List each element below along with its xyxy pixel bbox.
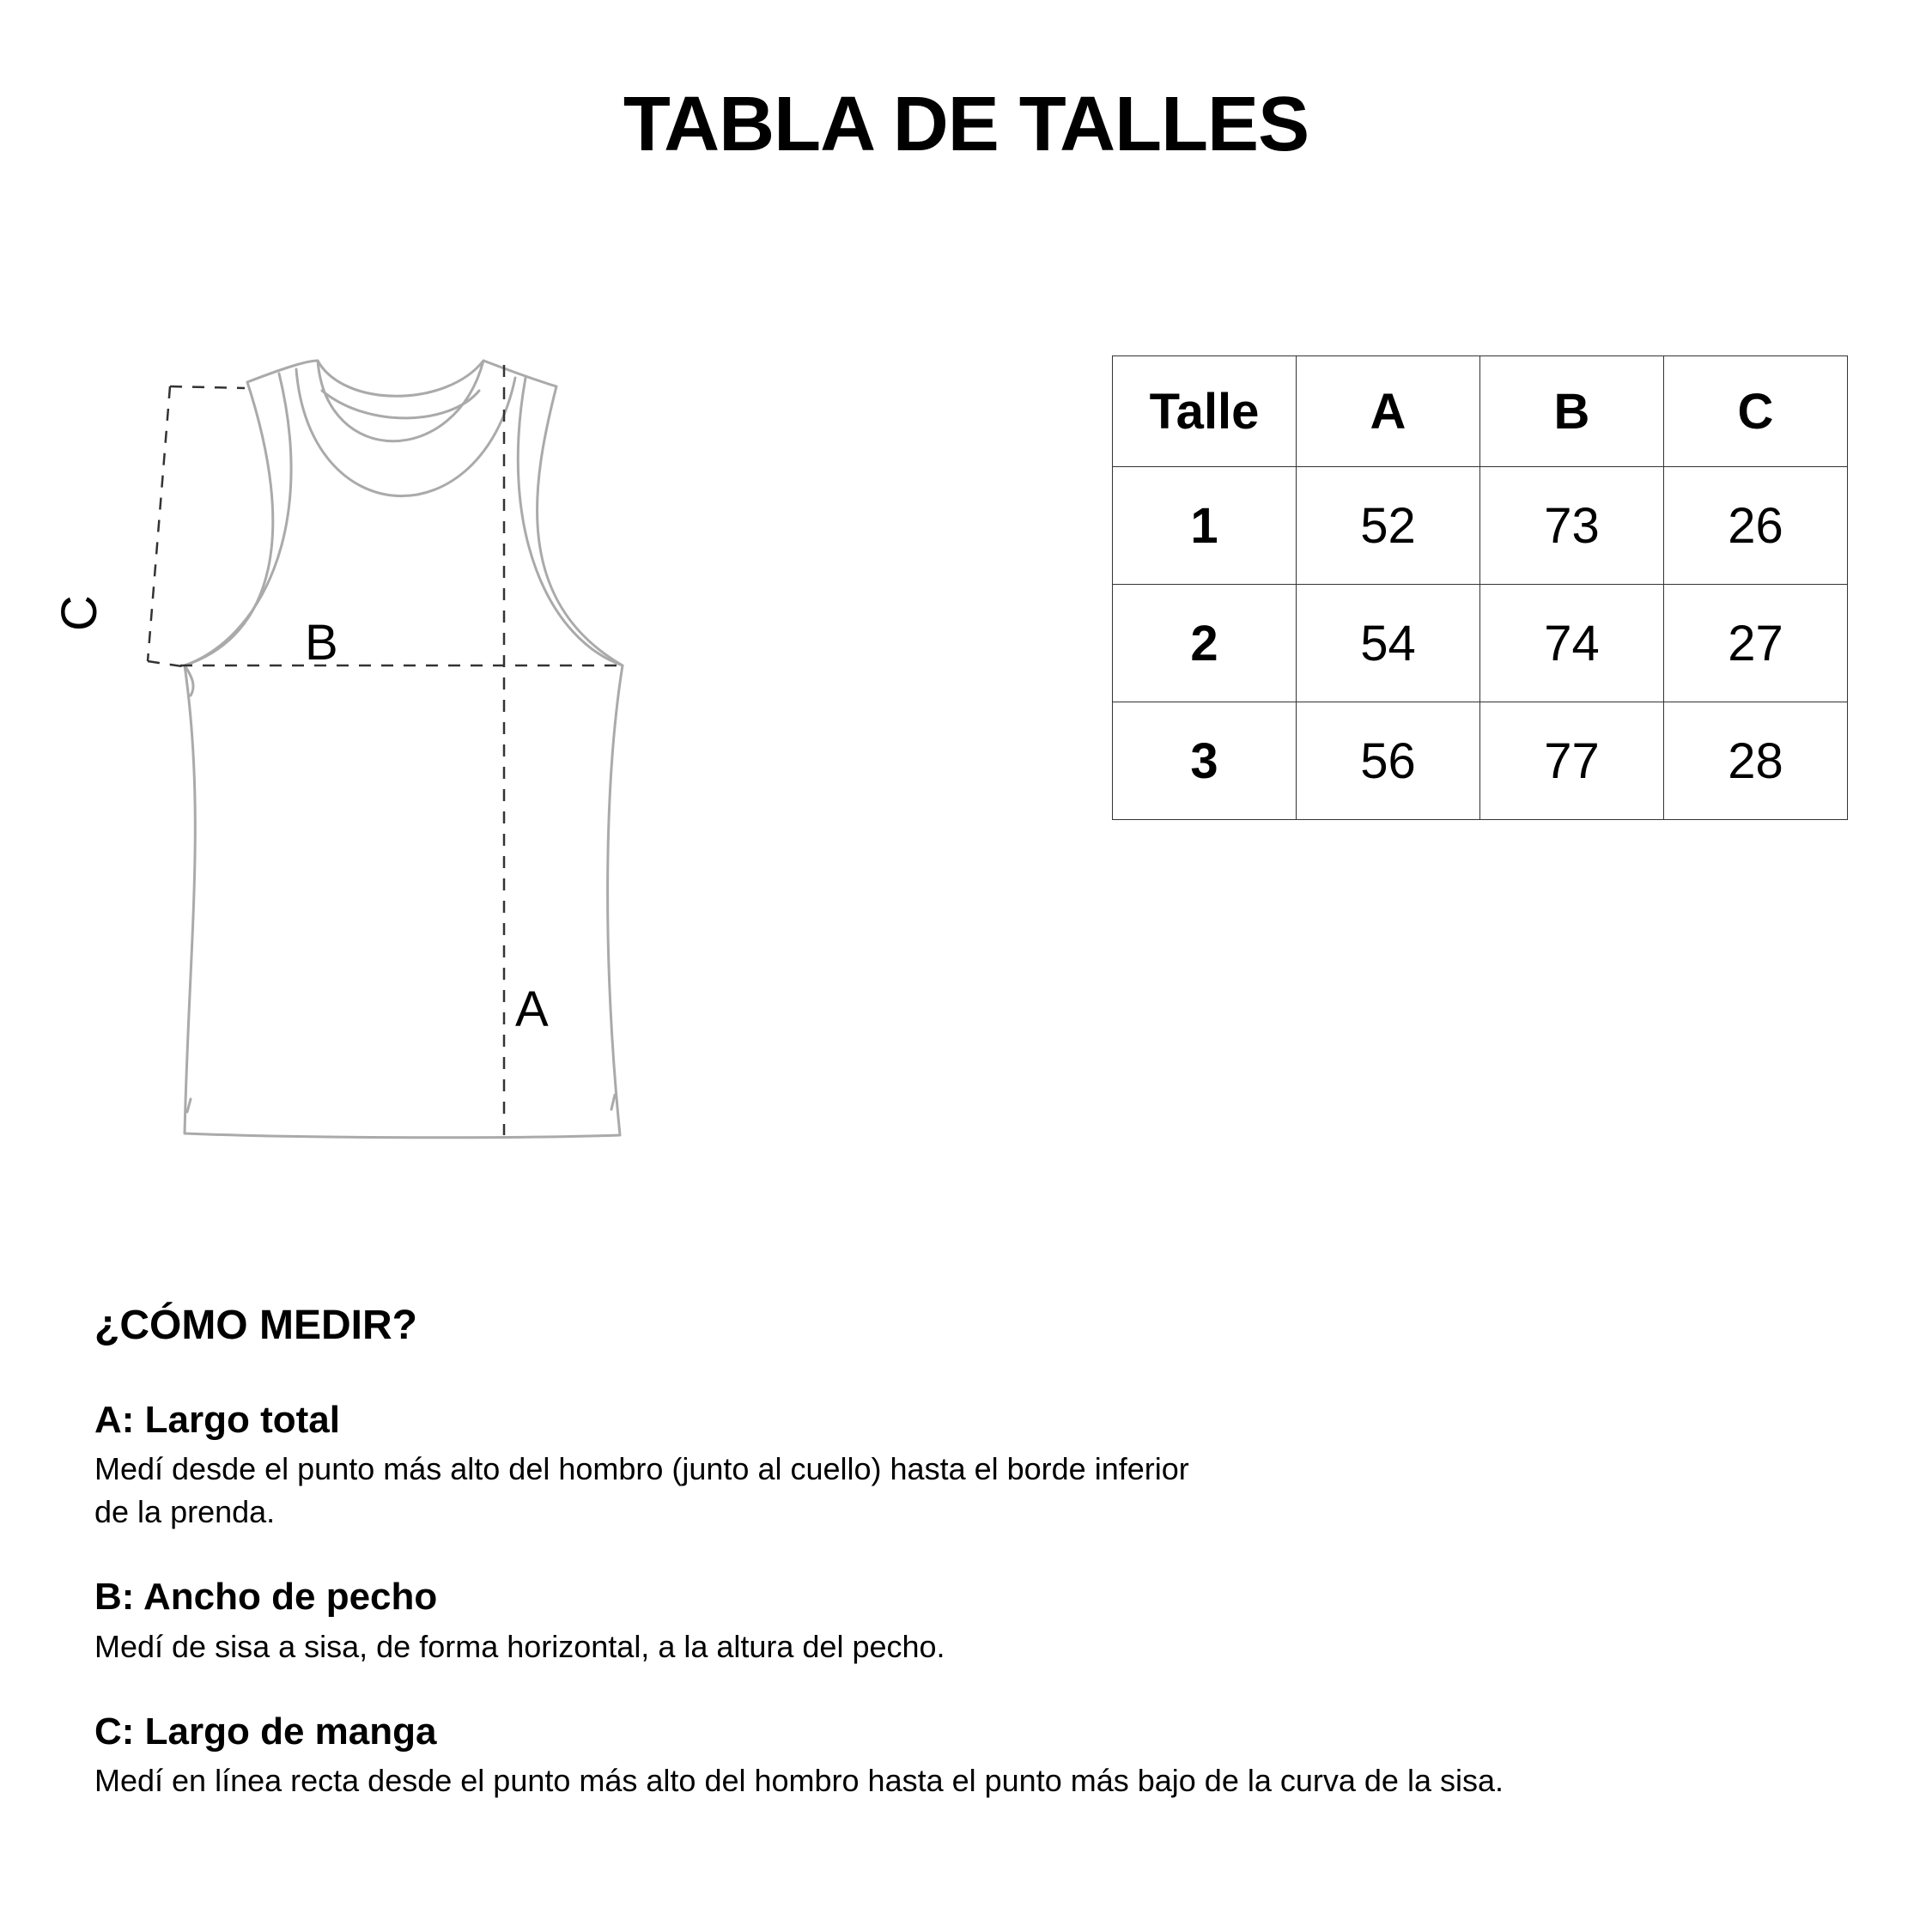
size-table: [1112, 355, 1848, 820]
header-talle: Talle: [1113, 356, 1297, 467]
table-cell: 73: [1480, 467, 1664, 585]
table-cell: 56: [1297, 702, 1480, 820]
measure-item-a: [94, 1400, 1846, 1534]
table-row: [1113, 702, 1848, 820]
table-cell: 77: [1480, 702, 1664, 820]
table-row: [1113, 467, 1848, 585]
table-cell: 54: [1297, 585, 1480, 702]
garment-outline: [185, 361, 623, 1138]
measure-item-b: [94, 1577, 1846, 1668]
size-label: 1: [1113, 467, 1297, 585]
measure-text-a: Medí desde el punto más alto del hombro (junto al cuello) hasta el borde inferior de la prenda.: [94, 1451, 1189, 1530]
diagram-label-b: B: [305, 615, 338, 671]
table-cell: 27: [1664, 585, 1848, 702]
size-label: 3: [1113, 702, 1297, 820]
measure-line-c: [148, 386, 170, 661]
header-b: B: [1480, 356, 1664, 467]
how-to-heading: ¿CÓMO MEDIR?: [94, 1303, 417, 1348]
measure-item-c: [94, 1711, 1846, 1802]
table-cell: 28: [1664, 702, 1848, 820]
table-cell: 52: [1297, 467, 1480, 585]
measure-title-b: B: Ancho de pecho: [94, 1576, 438, 1619]
table-header-row: [1113, 356, 1848, 467]
measure-title-c: C: Largo de manga: [94, 1710, 437, 1753]
page-title: TABLA DE TALLES: [623, 82, 1309, 167]
header-c: C: [1664, 356, 1848, 467]
diagram-label-c: C: [52, 595, 107, 631]
measure-text-b: Medí de sisa a sisa, de forma horizontal, a la altura del pecho.: [94, 1628, 945, 1664]
table-cell: 26: [1664, 467, 1848, 585]
size-label: 2: [1113, 585, 1297, 702]
measure-title-a: A: Largo total: [94, 1399, 340, 1441]
tank-top-diagram: [0, 0, 687, 1202]
header-a: A: [1297, 356, 1480, 467]
diagram-label-a: A: [515, 981, 549, 1037]
table-row: [1113, 585, 1848, 702]
measure-text-c: Medí en línea recta desde el punto más alto del hombro hasta el punto más bajo de la curva de la sisa.: [94, 1763, 1504, 1799]
how-to-measure-section: [94, 1305, 1846, 1845]
table-cell: 74: [1480, 585, 1664, 702]
